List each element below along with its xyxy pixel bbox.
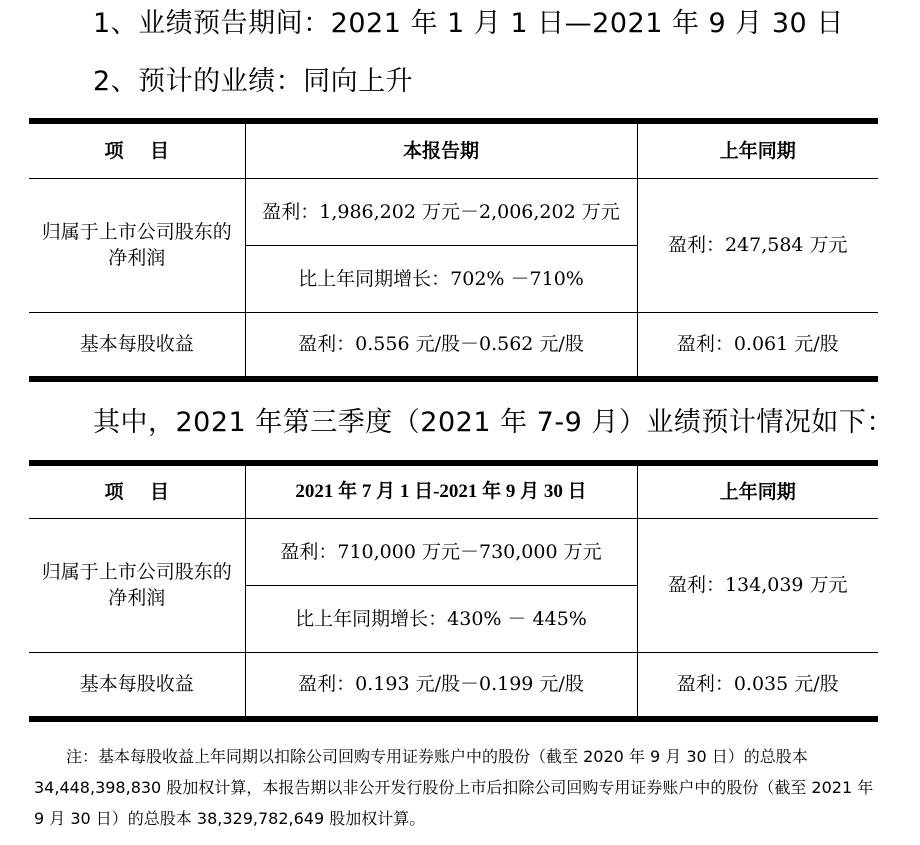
header-item: 项 目 <box>29 463 245 518</box>
net-profit-growth: 比上年同期增长：430% － 445% <box>245 585 637 652</box>
ytd-forecast-table <box>29 118 878 382</box>
net-profit-label: 归属于上市公司股东的净利润 <box>29 178 245 312</box>
net-profit-prior: 盈利：134,039 万元 <box>637 518 878 652</box>
eps-label: 基本每股收益 <box>29 312 245 379</box>
table-header-row <box>29 121 878 178</box>
eps-label: 基本每股收益 <box>29 652 245 719</box>
header-item: 项 目 <box>29 121 245 178</box>
eps-current: 盈利：0.556 元/股－0.562 元/股 <box>245 312 637 379</box>
eps-current: 盈利：0.193 元/股－0.199 元/股 <box>245 652 637 719</box>
net-profit-prior: 盈利：247,584 万元 <box>637 178 878 312</box>
footnote: 注：基本每股收益上年同期以扣除公司回购专用证券账户中的股份（截至 2020 年 9 月 30 日）的总股本 34,448,398,830 股加权计算，本报告期以非公开发行股份上市后扣除公司回购专用证券账户中的股份（截至 2021 年 9 月 30 日）的总股本 38,329,782,649 股加权计算。 <box>34 747 874 828</box>
q3-intro-heading: 其中，2021 年第三季度（2021 年 7-9 月）业绩预计情况如下： <box>93 407 894 438</box>
header-prior-period: 上年同期 <box>637 463 878 518</box>
net-profit-growth: 比上年同期增长：702% －710% <box>245 245 637 312</box>
net-profit-current: 盈利：1,986,202 万元－2,006,202 万元 <box>245 178 637 245</box>
table-row <box>29 652 878 719</box>
header-current-period: 2021 年 7 月 1 日-2021 年 9 月 30 日 <box>245 463 637 518</box>
header-prior-period: 上年同期 <box>637 121 878 178</box>
eps-prior: 盈利：0.061 元/股 <box>637 312 878 379</box>
header-current-period: 本报告期 <box>245 121 637 178</box>
eps-prior: 盈利：0.035 元/股 <box>637 652 878 719</box>
period-heading: 1、业绩预告期间：2021 年 1 月 1 日—2021 年 9 月 30 日 <box>93 8 844 39</box>
net-profit-label: 归属于上市公司股东的净利润 <box>29 518 245 652</box>
net-profit-current: 盈利：710,000 万元－730,000 万元 <box>245 518 637 585</box>
table-row <box>29 518 878 585</box>
table-row <box>29 178 878 245</box>
table-header-row <box>29 463 878 518</box>
table-row <box>29 312 878 379</box>
q3-forecast-table <box>29 460 878 722</box>
forecast-heading: 2、预计的业绩：同向上升 <box>93 66 414 97</box>
